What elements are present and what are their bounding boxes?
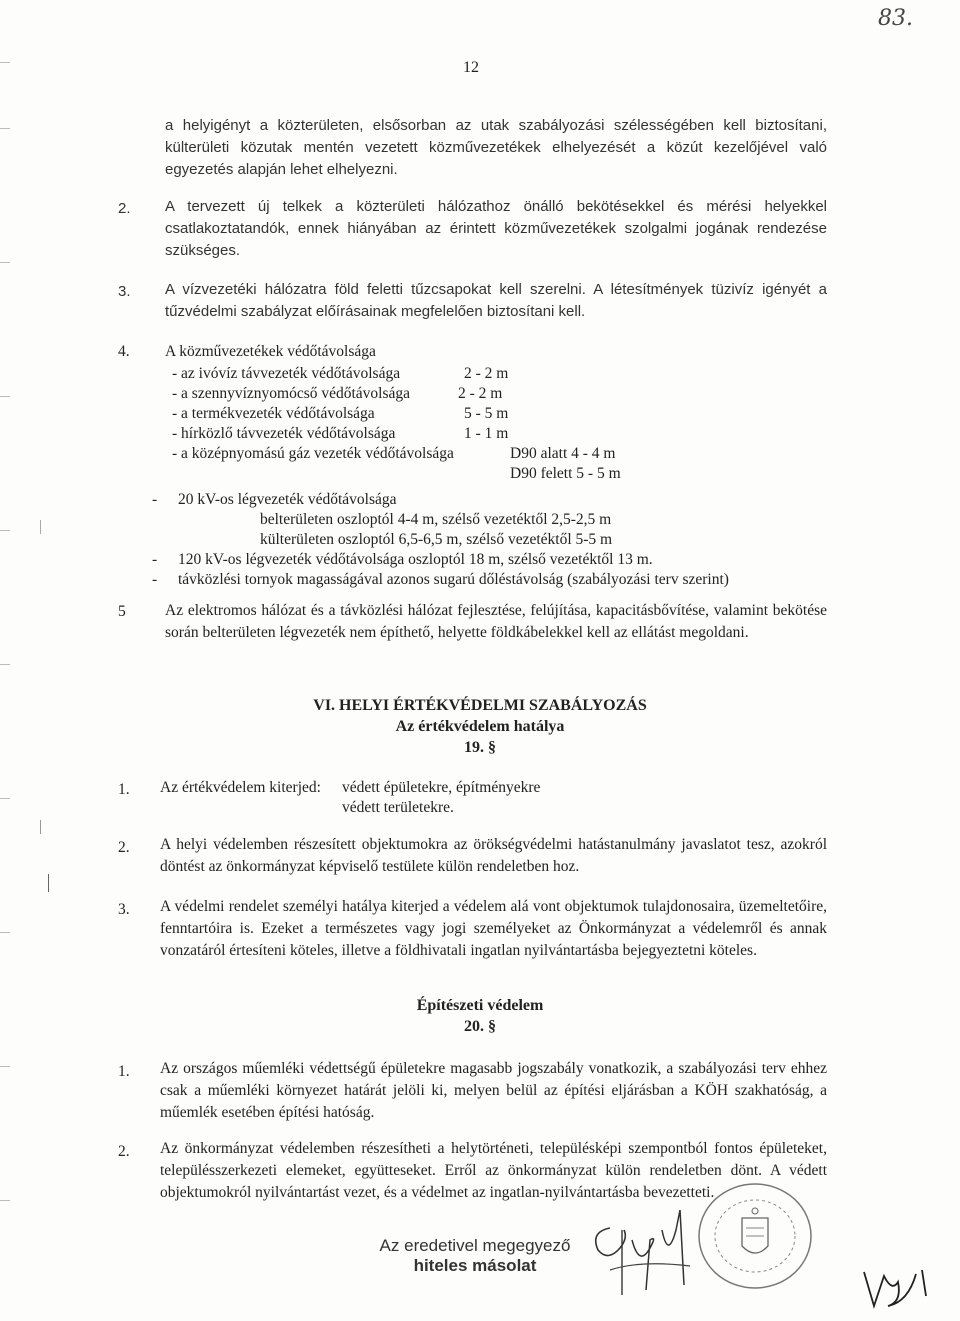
distance-section-title: A közművezetékek védőtávolsága [165,343,376,360]
initials-mark [858,1262,938,1312]
margin-mark [40,820,41,834]
section-subtitle: Az értékvédelem hatálya [395,718,565,735]
distance-row-value: 2 - 2 m [458,385,503,402]
scan-edge-mark [0,798,10,799]
distance-row-label: - az ivóvíz távvezeték védőtávolsága [172,365,401,382]
item-number: 3. [118,283,131,300]
distance-row-label: - a termékvezeték védőtávolsága [172,405,375,422]
scan-edge-mark [0,932,10,933]
scan-edge-mark [0,396,10,397]
item-number: 3. [118,901,130,918]
distance-row-value: 5 - 5 m [464,405,509,422]
section-title: Építészeti védelem [416,997,544,1014]
item-text: A tervezett új telkek a közterületi hálózathoz önálló bekötésekkel és mérési helyekkel csatlakoztatandók, ennek hiányában az érintett közművezetékek szolgalmi jogának rendezése szükséges. [165,198,827,259]
dash-bullet: - [152,551,158,568]
scan-edge-mark [0,1066,10,1067]
distance-row-value: D90 alatt 4 - 4 m [510,445,616,462]
item-text: A védelmi rendelet személyi hatálya kiterjed a védelem alá vont objektumok tulajdonosaira, üzemeltetőire, fenntartóira is. Ezeket a természetes vagy jogi személyeket az Önkormányzat a védelemről és annak vonzatáról értesíteni köteles, illetve a földhivatali ingatlan nyilvántartásba bejegyeztetni köteles. [160,898,827,959]
item-number: 2. [118,200,131,217]
round-seal [690,1178,820,1298]
item-text: Az elektromos hálózat és a távközlési hálózat fejlesztése, felújítása, kapacitásbővítése, valamint bekötése során belterületen légvezeték nem építhető, helyette földkábelekkel kell az ellátást megoldani. [165,602,827,641]
item-number: 2. [118,839,130,856]
kv20-outer: külterületen oszloptól 6,5-6,5 m, szélső vezetéktől 5-5 m [260,531,613,548]
kv20-inner: belterületen oszloptól 4-4 m, szélső vezetéktől 2,5-2,5 m [260,511,612,528]
gas-extra-value: D90 felett 5 - 5 m [510,465,621,482]
scan-edge-mark [0,128,10,129]
certification-line: hiteles másolat [413,1256,537,1275]
intro-paragraph: a helyigényt a közterületen, elsősorban az utak szabályozási szélességében kell biztosítani, külterületi közutak mentén vezetett közművezetékek elhelyezését a közút kezelőjével való egyezetés alapján lehet elhelyezni. [165,117,827,178]
distance-row-label: - a szennyvíznyomócső védőtávolsága [172,385,411,402]
scan-edge-mark [0,62,10,63]
item-number: 5 [118,603,126,620]
item-subline: védett épületekre, építményekre [342,779,541,796]
dash-bullet: - [152,491,158,508]
kv20-title: 20 kV-os légvezeték védőtávolsága [178,491,397,508]
scan-edge-mark [0,664,10,665]
section-title: VI. HELYI ÉRTÉKVÉDELMI SZABÁLYOZÁS [313,697,647,714]
tower-text: távközlési tornyok magasságával azonos sugarú dőléstávolság (szabályozási terv szerint) [178,571,729,588]
scan-edge-mark [0,262,10,263]
distance-row-value: 2 - 2 m [464,365,509,382]
corner-page-mark: 83. [878,6,913,31]
margin-mark [48,874,49,892]
certification-line: Az eredetivel megegyező [379,1236,571,1255]
distance-row-value: 1 - 1 m [464,425,509,442]
paragraph-sign: 19. § [464,739,496,756]
distance-row-label: - a középnyomású gáz vezeték védőtávolsága [172,445,454,462]
certification-stamp [370,1236,580,1276]
dash-bullet: - [152,571,158,588]
item-number: 2. [118,1143,130,1160]
margin-mark [40,520,41,534]
item-text: A helyi védelemben részesített objektumokra az örökségvédelmi hatástanulmány javaslatot tesz, azokról döntést az önkormányzat képviselő testülete külön rendeletben hoz. [160,836,827,875]
item-subline: védett területekre. [342,799,454,816]
item-text: A vízvezetéki hálózatra föld feletti tűzcsapokat kell szerelni. A létesítmények tüzivíz igényét a tűzvédelmi szabályzat előírásainak megfelelően biztosítani kell. [165,281,827,320]
paragraph-sign: 20. § [464,1018,496,1035]
scan-edge-mark [0,1200,10,1201]
item-text: Az önkormányzat védelemben részesítheti a helytörténeti, településképi szempontból fontos épületeket, településszerkezeti elemeket, együtteseket. Erről az önkormányzat külön rendeletben dönt. A védett objektumokról nyilvántartást vezet, és a védelmet az ingatlan-nyilvántartásba bevezetteti. [160,1140,827,1201]
item-number: 4. [118,343,130,360]
item-text: Az országos műemléki védettségű épületekre magasabb jogszabály vonatkozik, a szabályozási terv ehhez csak a műemléki környezet határát jelöli ki, melyen belül az építési eljárásban a KÖH szakhatóság, a műemlék esetében építési hatóság. [160,1060,827,1121]
item-lead: Az értékvédelem kiterjed: [160,779,321,796]
page-number: 12 [463,59,479,76]
item-number: 1. [118,1063,130,1080]
item-number: 1. [118,781,130,798]
distance-row-label: - hírközlő távvezeték védőtávolsága [172,425,396,442]
kv120-text: 120 kV-os légvezeték védőtávolsága oszloptól 18 m, szélső vezetéktől 13 m. [178,551,653,568]
scan-edge-mark [0,530,10,531]
